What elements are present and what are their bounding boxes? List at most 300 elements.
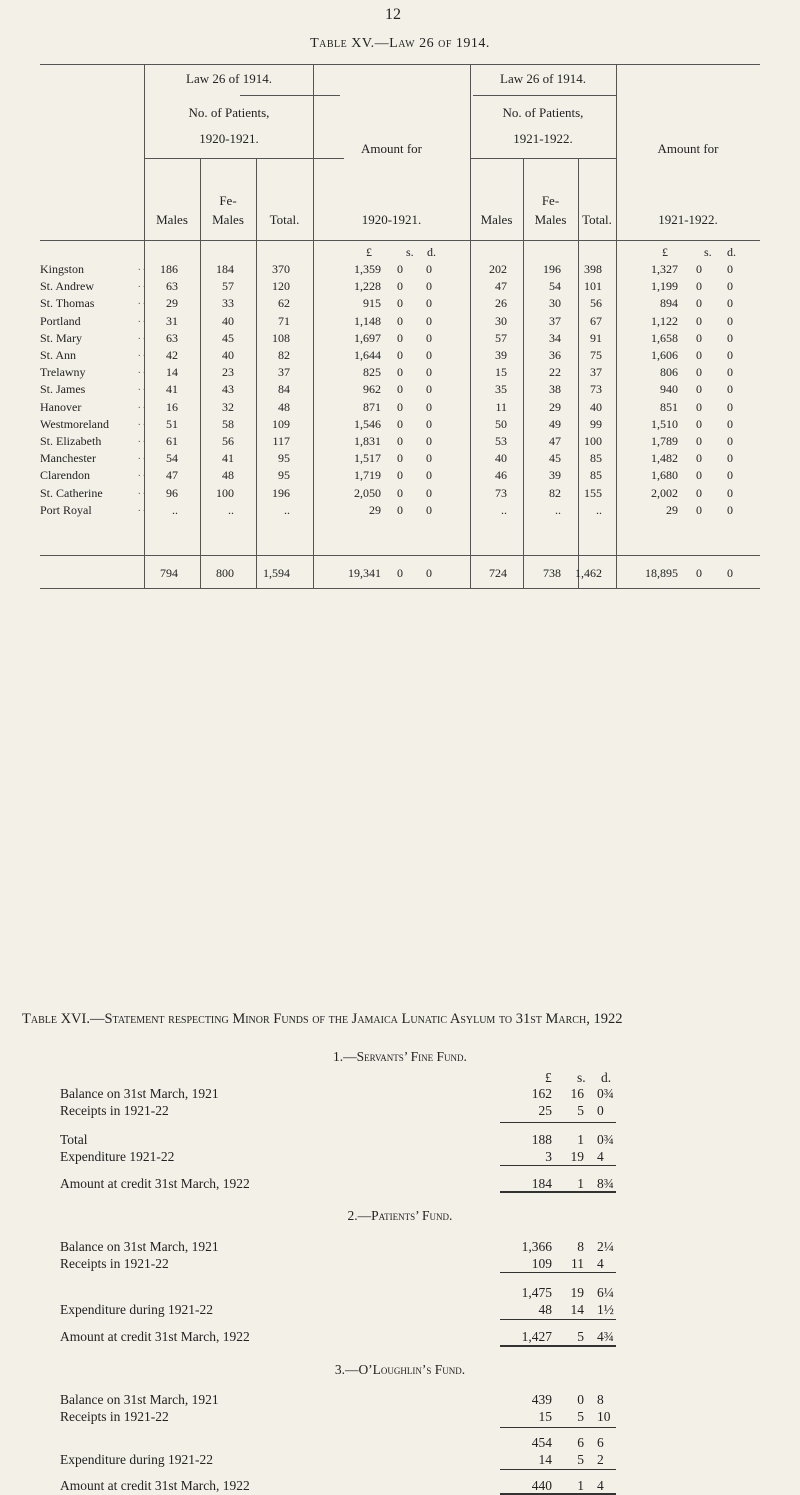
total-1921: 101 — [584, 279, 602, 294]
amount-1921-pence: 0 — [727, 502, 733, 517]
amount-1921-pounds: 1,199 — [651, 279, 678, 294]
amount-1920-pence: 0 — [426, 502, 432, 517]
header-rule — [473, 95, 616, 96]
fund-amount-pence: 4 — [597, 1256, 604, 1271]
row-place: St. James — [40, 382, 86, 397]
amount-1921-pence: 0 — [727, 262, 733, 276]
row-leader: . . — [138, 279, 146, 291]
fund-line-label: Balance on 31st March, 1921 — [60, 1392, 219, 1407]
amount-1921-shillings: 0 — [696, 279, 702, 294]
females-1920: 40 — [222, 313, 234, 328]
total-1920: 1,594 — [263, 566, 290, 580]
amount-1920-shillings: 0 — [397, 382, 403, 397]
females-1920: 33 — [222, 296, 234, 311]
males-1921: 53 — [495, 434, 507, 448]
patients-period-left: 1920-1921. — [199, 131, 259, 146]
males-1920: 47 — [166, 468, 178, 483]
fund-amount-pence: 4¾ — [597, 1329, 614, 1344]
row-place: Kingston — [40, 262, 85, 276]
fund-amount-pence: 0 — [597, 1103, 604, 1118]
males-1921: 15 — [495, 365, 507, 380]
total-1920: 37 — [278, 365, 290, 380]
males-1921: 35 — [495, 382, 507, 397]
females-1920: 58 — [222, 416, 234, 431]
fund-amount-pence: 2¼ — [597, 1239, 614, 1254]
amount-1920-pounds: 29 — [369, 502, 381, 517]
amount-1921-shillings: 0 — [696, 313, 702, 328]
fund-amount-pounds: 440 — [531, 1478, 552, 1493]
fund-line-label: Receipts in 1921-22 — [60, 1256, 169, 1271]
sum-rule — [500, 1469, 616, 1470]
males-1920: .. — [172, 502, 178, 517]
amount-1921-pounds: 1,327 — [651, 262, 678, 276]
total-1921: 67 — [590, 313, 602, 328]
amount-1921-pounds: 1,482 — [651, 451, 678, 466]
total-1921: 99 — [590, 416, 602, 431]
fund-amount-pence: 0¾ — [597, 1086, 614, 1101]
amount-1920-pence: 0 — [426, 416, 432, 431]
sum-rule — [500, 1122, 616, 1123]
pound-label: £ — [366, 245, 372, 259]
fund-amount-shillings: 19 — [570, 1285, 584, 1300]
males-1920: 186 — [160, 262, 178, 276]
females-1920: 100 — [216, 485, 234, 500]
amount-1920-pence: 0 — [426, 296, 432, 311]
amount-1920-shillings: 0 — [397, 262, 403, 276]
total-1920: 82 — [278, 348, 290, 362]
table-row — [40, 451, 760, 467]
row-leader: . . — [138, 348, 146, 359]
row-place: Manchester — [40, 451, 96, 466]
amount-1921-shillings: 0 — [696, 365, 702, 380]
amount-1920-pounds: 1,517 — [354, 451, 381, 466]
total-1921: 40 — [590, 399, 602, 414]
amount-1921-pounds: 18,895 — [645, 566, 678, 580]
pence-label: d. — [427, 245, 436, 259]
males-header-right: Males — [480, 212, 513, 227]
amount-1920-pounds: 871 — [363, 399, 381, 414]
amount-1920-pence: 0 — [426, 262, 432, 276]
males-1921: 47 — [495, 279, 507, 294]
males-1920: 794 — [160, 566, 178, 580]
fund-amount-pence: 4 — [597, 1149, 604, 1164]
fund-amount-pounds: 14 — [538, 1452, 552, 1467]
fund-amount-pounds: 15 — [538, 1409, 552, 1424]
header-rule — [240, 95, 340, 96]
amount-1920-pence: 0 — [426, 434, 432, 448]
amount-1920-pounds: 19,341 — [348, 566, 381, 580]
row-leader: . . — [138, 330, 146, 342]
fund-title: 1.—Servants’ Fine Fund. — [333, 1049, 467, 1064]
table-row — [40, 434, 760, 450]
total-header-left: Total. — [269, 212, 300, 227]
amount-1921-shillings: 0 — [696, 416, 702, 431]
fund-amount-pounds: 188 — [531, 1132, 552, 1147]
amount-1920-pence: 0 — [426, 382, 432, 397]
amount-1920-pence: 0 — [426, 365, 432, 380]
males-1921: 11 — [495, 399, 507, 414]
males-1921: 39 — [495, 348, 507, 362]
amount-1920-pounds: 1,697 — [354, 330, 381, 345]
males-1921: 50 — [495, 416, 507, 431]
amount-1921-pence: 0 — [727, 468, 733, 483]
fund-amount-shillings: 1 — [577, 1132, 584, 1147]
females-1920: 41 — [222, 451, 234, 466]
total-1921: 85 — [590, 451, 602, 466]
fund-amount-pence: 8 — [597, 1392, 604, 1407]
males-1921: .. — [501, 502, 507, 517]
fund-amount-pounds: 3 — [545, 1149, 552, 1164]
table-row — [40, 348, 760, 364]
totals-row — [40, 566, 760, 582]
row-place: St. Ann — [40, 348, 77, 362]
amount-1921-pounds: 1,658 — [651, 330, 678, 345]
table-top-rule — [40, 64, 760, 65]
fund-amount-pounds: 48 — [538, 1302, 552, 1317]
amount-1920-pounds: 1,546 — [354, 416, 381, 431]
row-leader: . . — [138, 451, 146, 463]
females-1921: 29 — [549, 399, 561, 414]
fund-line-label: Amount at credit 31st March, 1922 — [60, 1478, 250, 1493]
row-leader: . . — [138, 313, 146, 325]
fund-amount-pounds: 162 — [531, 1086, 552, 1101]
row-place: St. Catherine — [40, 485, 103, 500]
amount-1921-pounds: 29 — [666, 502, 678, 517]
males-1920: 31 — [166, 313, 178, 328]
table-row — [40, 503, 760, 519]
amount-1921-shillings: 0 — [696, 296, 702, 311]
total-1921: 85 — [590, 468, 602, 483]
amount-1921-pounds: 1,510 — [651, 416, 678, 431]
row-leader: . . — [138, 502, 146, 514]
table-16-caption — [22, 1011, 622, 1028]
fund-amount-pounds: 1,427 — [521, 1329, 552, 1344]
row-place: St. Andrew — [40, 279, 94, 294]
amount-1921-pence: 0 — [727, 485, 733, 500]
shilling-label: s. — [406, 245, 414, 259]
table-row — [40, 314, 760, 330]
law-header-right: Law 26 of 1914. — [500, 71, 586, 86]
amount-1920-pence: 0 — [426, 348, 432, 362]
table-row — [40, 365, 760, 381]
amount-1921-pounds: 1,122 — [651, 313, 678, 328]
fund-amount-pence: 6¼ — [597, 1285, 614, 1300]
row-place: Trelawny — [40, 365, 86, 380]
row-leader: . . — [138, 262, 146, 273]
amount-1920-pence: 0 — [426, 566, 432, 580]
fund-amount-pence: 4 — [597, 1478, 604, 1493]
males-1921: 40 — [495, 451, 507, 466]
total-1920: 62 — [278, 296, 290, 311]
amount-1920-pence: 0 — [426, 485, 432, 500]
header-bottom-rule — [40, 240, 760, 241]
amount-1920-pence: 0 — [426, 279, 432, 294]
amount-1920-pence: 0 — [426, 451, 432, 466]
females-1921: 30 — [549, 296, 561, 311]
total-1921: 91 — [590, 330, 602, 345]
males-1921: 202 — [489, 262, 507, 276]
females-1921: 38 — [549, 382, 561, 397]
fund-line-label: Receipts in 1921-22 — [60, 1103, 169, 1118]
period-header-left: 1920-1921. — [361, 212, 422, 227]
table-15-caption: Table XV.—Law 26 of 1914. — [310, 36, 490, 51]
total-1920: 71 — [278, 313, 290, 328]
shilling-label: s. — [704, 245, 712, 259]
amount-1921-shillings: 0 — [696, 348, 702, 362]
row-leader: . . — [138, 365, 146, 377]
females-1921: 36 — [549, 348, 561, 362]
females-1920: 48 — [222, 468, 234, 483]
females-1920: .. — [228, 502, 234, 517]
sum-rule — [500, 1345, 616, 1347]
males-1920: 61 — [166, 434, 178, 448]
row-place: Clarendon — [40, 468, 90, 483]
females-1920: 40 — [222, 348, 234, 362]
fund-amount-pounds: 109 — [531, 1256, 552, 1271]
table-row — [40, 279, 760, 295]
fund-amount-pence: 2 — [597, 1452, 604, 1467]
sum-rule — [500, 1165, 616, 1166]
females-1921: 37 — [549, 313, 561, 328]
pound-label: £ — [662, 245, 668, 259]
patients-header-right: No. of Patients, — [502, 105, 584, 120]
total-1920: 117 — [272, 434, 290, 448]
males-1921: 724 — [489, 566, 507, 580]
amount-1920-pounds: 915 — [363, 296, 381, 311]
females-1921: 82 — [549, 485, 561, 500]
amount-1920-shillings: 0 — [397, 502, 403, 517]
females-header-right-1: Fe- — [541, 193, 560, 208]
amount-1920-pounds: 1,148 — [354, 313, 381, 328]
amount-1921-pounds: 894 — [660, 296, 678, 311]
row-place: Hanover — [40, 399, 82, 414]
amount-1920-pence: 0 — [426, 468, 432, 483]
fund-amount-shillings: 6 — [577, 1435, 584, 1450]
amount-1920-shillings: 0 — [397, 348, 403, 362]
amount-1921-pence: 0 — [727, 451, 733, 466]
amount-1920-shillings: 0 — [397, 468, 403, 483]
males-1920: 96 — [166, 485, 178, 500]
amount-1921-pence: 0 — [727, 313, 733, 328]
amount-1920-pounds: 825 — [363, 365, 381, 380]
fund-amount-pounds: 454 — [531, 1435, 552, 1450]
sum-rule — [500, 1427, 616, 1428]
total-1921: 398 — [584, 262, 602, 276]
males-header-left: Males — [156, 212, 188, 227]
males-1920: 16 — [166, 399, 178, 414]
total-1921: 73 — [590, 382, 602, 397]
amount-1920-pounds: 1,228 — [354, 279, 381, 294]
total-1920: 370 — [272, 262, 290, 276]
fund-line-label: Receipts in 1921-22 — [60, 1409, 169, 1424]
amount-1921-pence: 0 — [727, 330, 733, 345]
pence-label: d. — [727, 245, 736, 259]
fund-amount-shillings: 1 — [577, 1176, 584, 1191]
females-1920: 57 — [222, 279, 234, 294]
amount-1921-pence: 0 — [727, 399, 733, 414]
amount-1921-pounds: 1,680 — [651, 468, 678, 483]
fund-amount-shillings: 5 — [577, 1409, 584, 1424]
females-1920: 43 — [222, 382, 234, 397]
fund-title: 3.—O’Loughlin’s Fund. — [334, 1362, 466, 1377]
fund-amount-shillings: 5 — [577, 1452, 584, 1467]
amount-1920-shillings: 0 — [397, 365, 403, 380]
females-1921: 47 — [549, 434, 561, 448]
amount-1921-pence: 0 — [727, 416, 733, 431]
fund-amount-pence: 0¾ — [597, 1132, 614, 1147]
fund-amount-pence: 6 — [597, 1435, 604, 1450]
law-header-left: Law 26 of 1914. — [186, 71, 272, 86]
total-1920: 196 — [272, 485, 290, 500]
amount-1921-pence: 0 — [727, 348, 733, 362]
males-1921: 73 — [495, 485, 507, 500]
amount-1920-pounds: 1,719 — [354, 468, 381, 483]
pence-label: d. — [601, 1070, 612, 1085]
row-leader: . . — [138, 468, 146, 480]
amount-1920-shillings: 0 — [397, 330, 403, 345]
females-1921: 49 — [549, 416, 561, 431]
total-1921: 1,462 — [575, 566, 602, 580]
males-1921: 46 — [495, 468, 507, 483]
females-1921: 54 — [549, 279, 561, 294]
females-header-left-1: Fe- — [219, 193, 237, 208]
fund-amount-shillings: 0 — [577, 1392, 584, 1407]
amount-1920-shillings: 0 — [397, 279, 403, 294]
amount-1920-pounds: 1,831 — [354, 434, 381, 448]
table-row — [40, 417, 760, 433]
females-1920: 56 — [222, 434, 234, 448]
females-header-left-2: Males — [212, 212, 244, 227]
page-number: 12 — [385, 6, 401, 23]
amount-header-right: Amount for — [657, 141, 719, 156]
row-leader: . . — [138, 485, 146, 497]
amount-1920-shillings: 0 — [397, 451, 403, 466]
amount-1921-shillings: 0 — [696, 399, 702, 414]
amount-1921-shillings: 0 — [696, 382, 702, 397]
females-1920: 800 — [216, 566, 234, 580]
total-1920: 108 — [272, 330, 290, 345]
table-row — [40, 486, 760, 502]
total-1920: 48 — [278, 399, 290, 414]
fund-amount-shillings: 5 — [577, 1103, 584, 1118]
total-1921: .. — [596, 502, 602, 517]
females-1921: 45 — [549, 451, 561, 466]
patients-period-right: 1921-1922. — [513, 131, 573, 146]
females-1920: 23 — [222, 365, 234, 380]
table-row — [40, 296, 760, 312]
amount-1921-pence: 0 — [727, 279, 733, 294]
fund-amount-pence: 1½ — [597, 1302, 614, 1317]
amount-1920-pounds: 2,050 — [354, 485, 381, 500]
females-1921: 34 — [549, 330, 561, 345]
total-1920: 84 — [278, 382, 290, 397]
patients-header-left: No. of Patients, — [188, 105, 270, 120]
females-1921: 22 — [549, 365, 561, 380]
table-row — [40, 468, 760, 484]
fund-amount-shillings: 14 — [570, 1302, 584, 1317]
fund-amount-pounds: 184 — [531, 1176, 552, 1191]
amount-1921-pence: 0 — [727, 365, 733, 380]
fund-amount-shillings: 16 — [570, 1086, 584, 1101]
total-1921: 56 — [590, 296, 602, 311]
fund-amount-pounds: 439 — [531, 1392, 552, 1407]
fund-line-label: Amount at credit 31st March, 1922 — [60, 1329, 250, 1344]
amount-1920-pence: 0 — [426, 399, 432, 414]
males-1920: 41 — [166, 382, 178, 397]
females-1920: 32 — [222, 399, 234, 414]
males-1921: 57 — [495, 330, 507, 345]
table-row — [40, 262, 760, 278]
amount-1920-shillings: 0 — [397, 399, 403, 414]
amount-1920-pounds: 1,359 — [354, 262, 381, 276]
table-row — [40, 382, 760, 398]
males-1921: 30 — [495, 313, 507, 328]
fund-title: 2.—Patients’ Fund. — [347, 1208, 453, 1223]
row-leader: . . — [138, 296, 146, 308]
amount-1921-pounds: 2,002 — [651, 485, 678, 500]
amount-1921-pounds: 1,606 — [651, 348, 678, 362]
females-1920: 45 — [222, 330, 234, 345]
header-rule — [144, 158, 344, 159]
fund-amount-shillings: 5 — [577, 1329, 584, 1344]
total-1921: 75 — [590, 348, 602, 362]
amount-1920-shillings: 0 — [397, 485, 403, 500]
amount-header-left: Amount for — [360, 141, 423, 156]
amount-1920-pence: 0 — [426, 313, 432, 328]
row-place: Portland — [40, 313, 81, 328]
females-1921: 738 — [543, 566, 561, 580]
sum-rule — [500, 1319, 616, 1320]
amount-1920-shillings: 0 — [397, 416, 403, 431]
row-place: St. Mary — [40, 330, 82, 345]
amount-1921-shillings: 0 — [696, 485, 702, 500]
fund-line-label: Total — [60, 1132, 88, 1147]
total-1920: 109 — [272, 416, 290, 431]
total-1921: 37 — [590, 365, 602, 380]
table-16-caption-text: Table XVI.—Statement respecting Minor Funds of the Jamaica Lunatic Asylum to 31st March, 1922 — [22, 1011, 623, 1027]
header-rule — [470, 158, 616, 159]
row-place: Port Royal — [40, 502, 92, 517]
fund-amount-pence: 8¾ — [597, 1176, 614, 1191]
table-bottom-rule — [40, 588, 760, 589]
amount-1921-pounds: 806 — [660, 365, 678, 380]
totals-rule — [40, 555, 760, 556]
amount-1921-pence: 0 — [727, 566, 733, 580]
fund-amount-shillings: 1 — [577, 1478, 584, 1493]
fund-line-label: Expenditure during 1921-22 — [60, 1452, 213, 1467]
amount-1921-shillings: 0 — [696, 330, 702, 345]
females-1921: 39 — [549, 468, 561, 483]
amount-1921-shillings: 0 — [696, 434, 702, 448]
sum-rule — [500, 1191, 616, 1193]
row-place: St. Thomas — [40, 296, 95, 311]
amount-1920-shillings: 0 — [397, 296, 403, 311]
total-1920: .. — [284, 502, 290, 517]
row-leader: . . — [138, 382, 146, 394]
males-1920: 63 — [166, 279, 178, 294]
total-1920: 120 — [272, 279, 290, 294]
fund-amount-shillings: 11 — [571, 1256, 584, 1271]
amount-1921-pounds: 1,789 — [651, 434, 678, 448]
amount-1920-shillings: 0 — [397, 566, 403, 580]
fund-amount-shillings: 19 — [570, 1149, 584, 1164]
total-1921: 100 — [584, 434, 602, 448]
females-1921: 196 — [543, 262, 561, 276]
amount-1921-pounds: 940 — [660, 382, 678, 397]
amount-1921-pence: 0 — [727, 434, 733, 448]
fund-line-label: Amount at credit 31st March, 1922 — [60, 1176, 250, 1191]
fund-line-label: Balance on 31st March, 1921 — [60, 1086, 219, 1101]
